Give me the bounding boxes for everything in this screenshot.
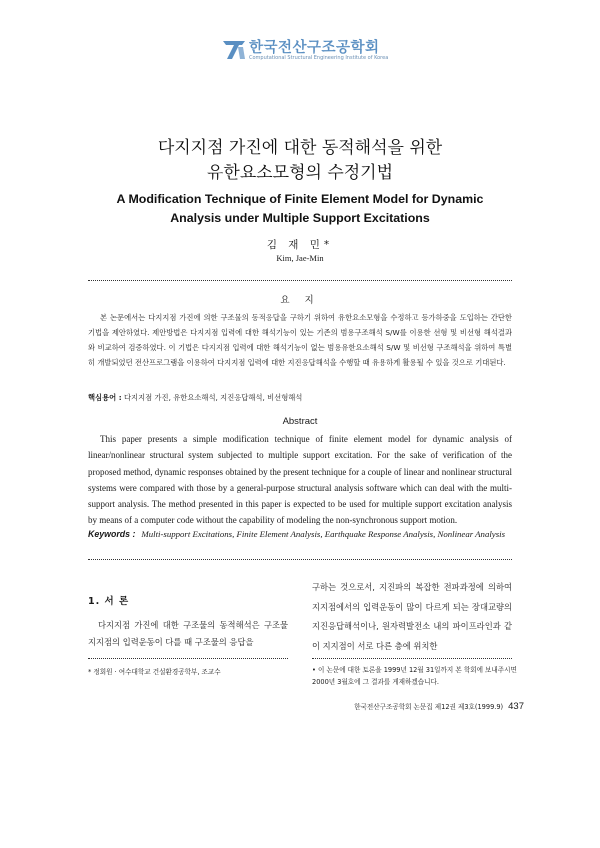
intro-text-left-column: 다지지점 가진에 대한 구조물의 동적해석은 구조물 지지점의 입력운동이 다를 때 구조물의 응답을 bbox=[88, 620, 288, 647]
author-affiliation-footnote: * 정회원 · 여수대학교 건설환경공학부, 조교수 bbox=[88, 668, 221, 676]
top-divider bbox=[88, 280, 512, 281]
footnote-divider-left bbox=[88, 658, 288, 659]
society-logo-icon bbox=[222, 38, 246, 60]
society-name-english: Computational Structural Engineering Institute of Korea bbox=[249, 55, 389, 61]
society-logo bbox=[222, 36, 402, 64]
abstract-english-heading: Abstract bbox=[282, 416, 318, 427]
page-number: 437 bbox=[508, 701, 524, 712]
keywords-english-values: Multi-support Excitations, Finite Element Analysis, Earthquake Response Analysis, Nonlinear Analysis bbox=[141, 529, 505, 539]
abstract-korean-heading: 요 지 bbox=[280, 295, 320, 306]
intro-text-right-column: 구하는 것으로서, 지진파의 복잡한 전파과정에 의하여 지지점에서의 입력운동이 많이 다르게 되는 장대교량의 지진응답해석이나, 원자력발전소 내의 파이프라인과 같이 지지점이 서로 다른 층에 위치한 bbox=[312, 582, 512, 651]
journal-citation: 한국전산구조공학회 논문집 제12권 제3호(1999.9) bbox=[354, 703, 504, 711]
society-name-korean: 한국전산구조공학회 bbox=[249, 40, 380, 56]
keywords-english bbox=[88, 528, 512, 541]
keywords-korean-values: 다지지점 가진, 유한요소해석, 지진응답해석, 비선형해석 bbox=[123, 393, 303, 402]
paper-title-english: A Modification Technique of Finite Element Model for Dynamic Analysis under Multiple Support Excitations bbox=[116, 192, 484, 225]
section-heading-introduction: 1. 서 론 bbox=[88, 596, 130, 607]
discussion-footnote: • 이 논문에 대한 토론을 1999년 12월 31일까지 본 학회에 보내주시면 2000년 3월호에 그 결과를 게재하겠습니다. bbox=[312, 666, 517, 686]
paper-title-korean: 다지지점 가진에 대한 동적해석을 위한 유한요소모형의 수정기법 bbox=[157, 138, 443, 183]
page-footer bbox=[312, 701, 524, 712]
keywords-korean-label: 핵심용어 : bbox=[88, 393, 122, 402]
middle-divider bbox=[88, 559, 512, 560]
author-name-korean: 김 재 민* bbox=[266, 239, 334, 251]
author-name-english: Kim, Jae-Min bbox=[276, 253, 324, 263]
footnote-divider-right bbox=[312, 658, 512, 659]
abstract-english-text: This paper presents a simple modification technique of finite element model for dynamic analysis of linear/nonlinear structural system subjected to multiple support excitation. For the sake of verification of the proposed method, dynamic responses obtained by the present technique for a couple of linear and nonlinear structural systems were compared with those by a general-purpose structural analysis software which can deal with the multi-support analysis. The method presented in this paper is expected to be used for multiple support excitation analysis by means of a computer code without the capability of modeling the non-synchronous support motion. bbox=[88, 434, 512, 526]
abstract-korean-text: 본 논문에서는 다지지점 가진에 의한 구조물의 동적응답을 구하기 위하여 유한요소모형을 수정하고 등가하중을 도입하는 간단한 기법을 제안하였다. 제안방법은 다지지점 입력에 대한 해석기능이 있는 기존의 범용구조해석 S/W를 이용한 선형 및 비선형 해석결과와 비교하여 검증하였다. 이 기법은 다지지점 입력에 대한 해석기능이 없는 범용유한요소해석 S/W 및 비선형 구조해석을 위하여 특별히 개발되었던 전산프로그램을 이용하여 다지지점 입력에 대한 지진응답해석을 수행할 때 유용하게 활용될 수 있을 것으로 기대된다. bbox=[88, 313, 512, 367]
keywords-korean bbox=[88, 393, 512, 403]
keywords-english-label: Keywords : bbox=[88, 529, 136, 539]
